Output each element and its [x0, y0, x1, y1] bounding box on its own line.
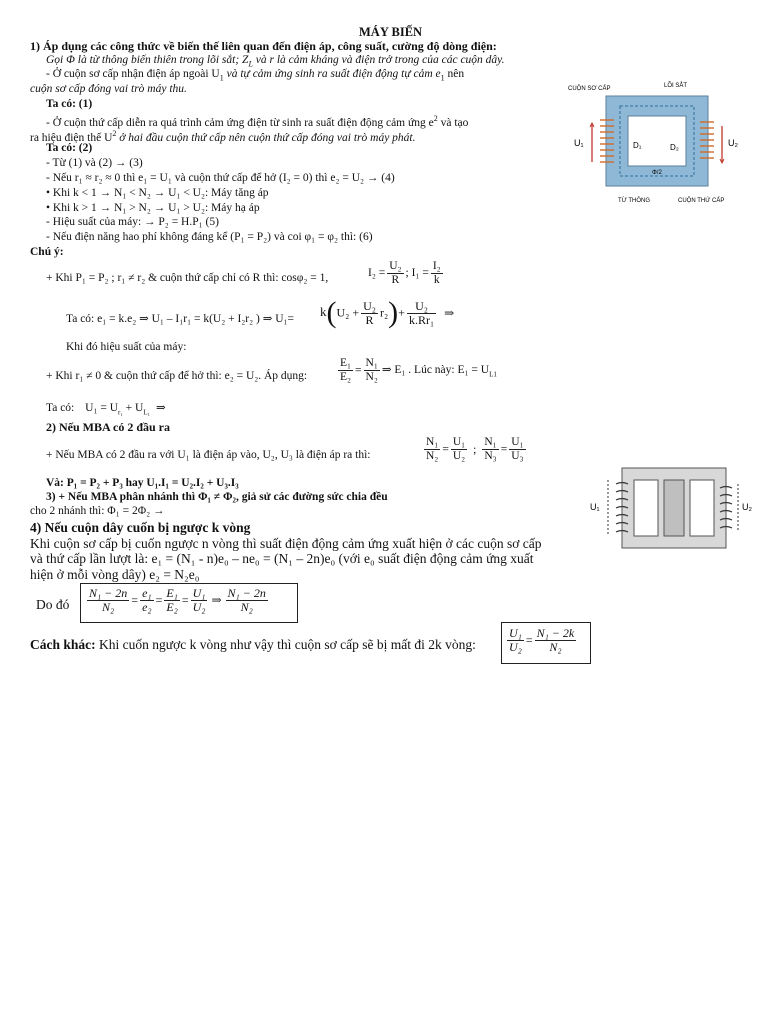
fig1-primary-label: CUỘN SƠ CẤP [568, 86, 611, 92]
cach-khac-formula-box: $\frac{\text{U₁}}{\text{U₂}}$ = $\frac{\text{N₁ − 2k}}{\text{N₂}}$ [501, 622, 591, 664]
branched-transformer-diagram [588, 462, 758, 552]
page-title: MÁY BIẾN [359, 25, 423, 39]
sec1-line-8: • Khi k < 1 → N₁ < N₂ → U₁ < U₂: Máy tăng áp [46, 187, 269, 199]
fig1-secondary-label: CUỘN THỨ CẤP [678, 198, 725, 204]
sec1-line-9: • Khi k > 1 → N₁ > N₂ → U₁ > U₂: Máy hạ áp [46, 202, 260, 214]
sec4-formula-box: $\frac{\text{N₁ − 2n}}{\text{N₂}}$ = $\frac{\text{e₁}}{\text{e₂}}$ = $\frac{\text{E₁}}{\text{E₂}}$ = $\frac{\text{U₁}}{\text{U₂}}$ ⇒ $\frac{\text{N₁ − 2n}}{\text{N₂}}$ [80, 583, 298, 623]
sec4-do-do: Do đó [36, 597, 70, 612]
note-2-text: Ta có: e₁ = k.e₂ ⇒ U₁ – I₁r₁ = k(U₂ + I₂r₂ ) ⇒ U₁= [66, 313, 295, 325]
fig1-u1-label: U₁ [574, 138, 584, 148]
sec1-line-10: - Hiệu suất của máy: → P₂ = H.P₁ (5) [46, 216, 219, 228]
sec4-line-1: Khi cuộn sơ cấp bị cuốn ngược n vòng thì suất điện động cảm ứng xuất hiện ở các cuộn sơ cấp [30, 536, 542, 551]
sec2-formula: $\frac{\text{N₁}}{\text{N₂}}$ = $\frac{\text{U₁}}{\text{U₂}}$ ; $\frac{\text{N₁}}{\text{N₃}}$ = $\frac{\text{U₁}}{\text{U₃}}$ [426, 436, 524, 462]
fig1-core-label: LÕI SẮT [664, 83, 688, 89]
sec2-line-1: + Nếu MBA có 2 đầu ra với U₁ là điện áp vào, U₂, U₃ là điện áp ra thì: [46, 449, 371, 461]
note-4-text: + Khi r₁ ≠ 0 & cuộn thứ cấp để hở thì: e₂ = U₂. Áp dụng: [46, 370, 308, 382]
sec1-line-6: - Từ (1) và (2) → (3) [46, 157, 143, 169]
section-2-heading: 2) Nếu MBA có 2 đầu ra [46, 420, 170, 434]
fig2-u1-label: U₁ [590, 502, 600, 512]
sec1-line-4: - Ở cuộn thứ cấp diễn ra quá trình cảm ứng điện từ sinh ra suất điện động cảm ứng $e^2$ và tạo [46, 114, 469, 129]
transformer-diagram [566, 78, 758, 208]
section-4-heading: 4) Nếu cuộn dây cuốn bị ngược k vòng [30, 520, 251, 535]
fig1-flux-label: TỪ THÔNG [618, 198, 651, 204]
sec1-line-7: - Nếu r₁ ≈ r₂ ≈ 0 thì e₁ = U₁ và cuộn thứ cấp để hở (I₂ = 0) thì e₂ = U₂ → (4) [46, 172, 395, 184]
fig1-phi-label: Φ/2 [652, 170, 662, 176]
note-heading: Chú ý: [30, 246, 64, 258]
sec4-line-3: hiện ở mỗi vòng dây) e₂ = N₂e₀ [30, 567, 200, 582]
note-5-text: Ta có: $U_1 = U_{r_1} + U_{L_1}$ ⇒ [46, 402, 166, 417]
sec4-line-2: và thứ cấp lần lượt là: e₁ = (N₁ - n)e₀ – ne₀ = (N₁ – 2n)e₀ (với e₀ suất điện động cảm ứng xuất [30, 551, 534, 566]
fig1-u2-label: U₂ [728, 138, 738, 148]
note-1-text: + Khi P₁ = P₂ ; r₁ ≠ r₂ & cuộn thứ cấp chỉ có R thì: cosφ₂ = 1, [46, 272, 329, 284]
sec1-taco-1: Ta có: (1) [46, 98, 93, 110]
note-1-formula: I₂ = $\frac{\text{U₂}}{R}$ ; I₁ = $\frac{\text{I₂}}{k}$ [368, 260, 441, 286]
sec1-taco-2: Ta có: (2) [46, 142, 93, 154]
fig1-d1-label: D₁ [633, 141, 642, 150]
sec1-line-5: ra hiệu điện thế $U^2$ ở hai đầu cuộn thứ cấp nên cuộn thứ cấp đóng vai trò máy phát. [30, 129, 416, 144]
note-3-text: Khi đó hiệu suất của máy: [66, 341, 187, 353]
sec1-line-3: cuộn sơ cấp đóng vai trò máy thu. [30, 83, 187, 95]
sec3-line-2: cho 2 nhánh thì: Φ₁ = 2Φ₂ → [30, 505, 165, 517]
cach-khac-line: Cách khác: Khi cuốn ngược k vòng như vậy thì cuộn sơ cấp sẽ bị mất đi 2k vòng: [30, 637, 476, 652]
sec1-line-1: Gọi Φ là từ thông biến thiên trong lõi sắt; $Z_L$ và r là cảm kháng và điện trở trong của các cuộn dây. [46, 54, 505, 69]
sec2-line-2: Và: P₁ = P₂ + P₃ hay U₁.I₁ = U₂.I₂ + U₃.I₃ [46, 477, 239, 489]
secondary-coil [700, 122, 714, 158]
sec1-line-2: - Ở cuộn sơ cấp nhận điện áp ngoài $U_1$ và tự cảm ứng sinh ra suất điện động tự cảm $e_1$ nên [46, 68, 465, 83]
fig1-d2-label: D₂ [670, 143, 679, 152]
sec3-line-1: 3) + Nếu MBA phân nhánh thì Φ₁ ≠ Φ₂, giả sử các đường sức chia đều [46, 491, 388, 503]
fig2-u2-label: U₂ [742, 502, 752, 512]
sec1-line-11: - Nếu điện năng hao phí không đáng kể (P₁ = P₂) và coi φ₁ = φ₂ thì: (6) [46, 231, 373, 243]
note-4-formula: $\frac{\text{E₁}}{\text{E₂}}$ = $\frac{\text{N₁}}{\text{N₂}}$ ⇒ E₁ . Lúc này: $E_1 = U_{L1}$ [340, 357, 497, 383]
note-2-formula: k(U₂ + $\frac{\text{U₂}}{R}$ r₂)+ $\frac{\text{U₂}}{\text{k.Rr₁}}$ ⇒ [320, 296, 455, 329]
section-1-heading: 1) Áp dụng các công thức về biến thế liên quan đến điện áp, công suất, cường độ dòng điện: [30, 39, 497, 53]
